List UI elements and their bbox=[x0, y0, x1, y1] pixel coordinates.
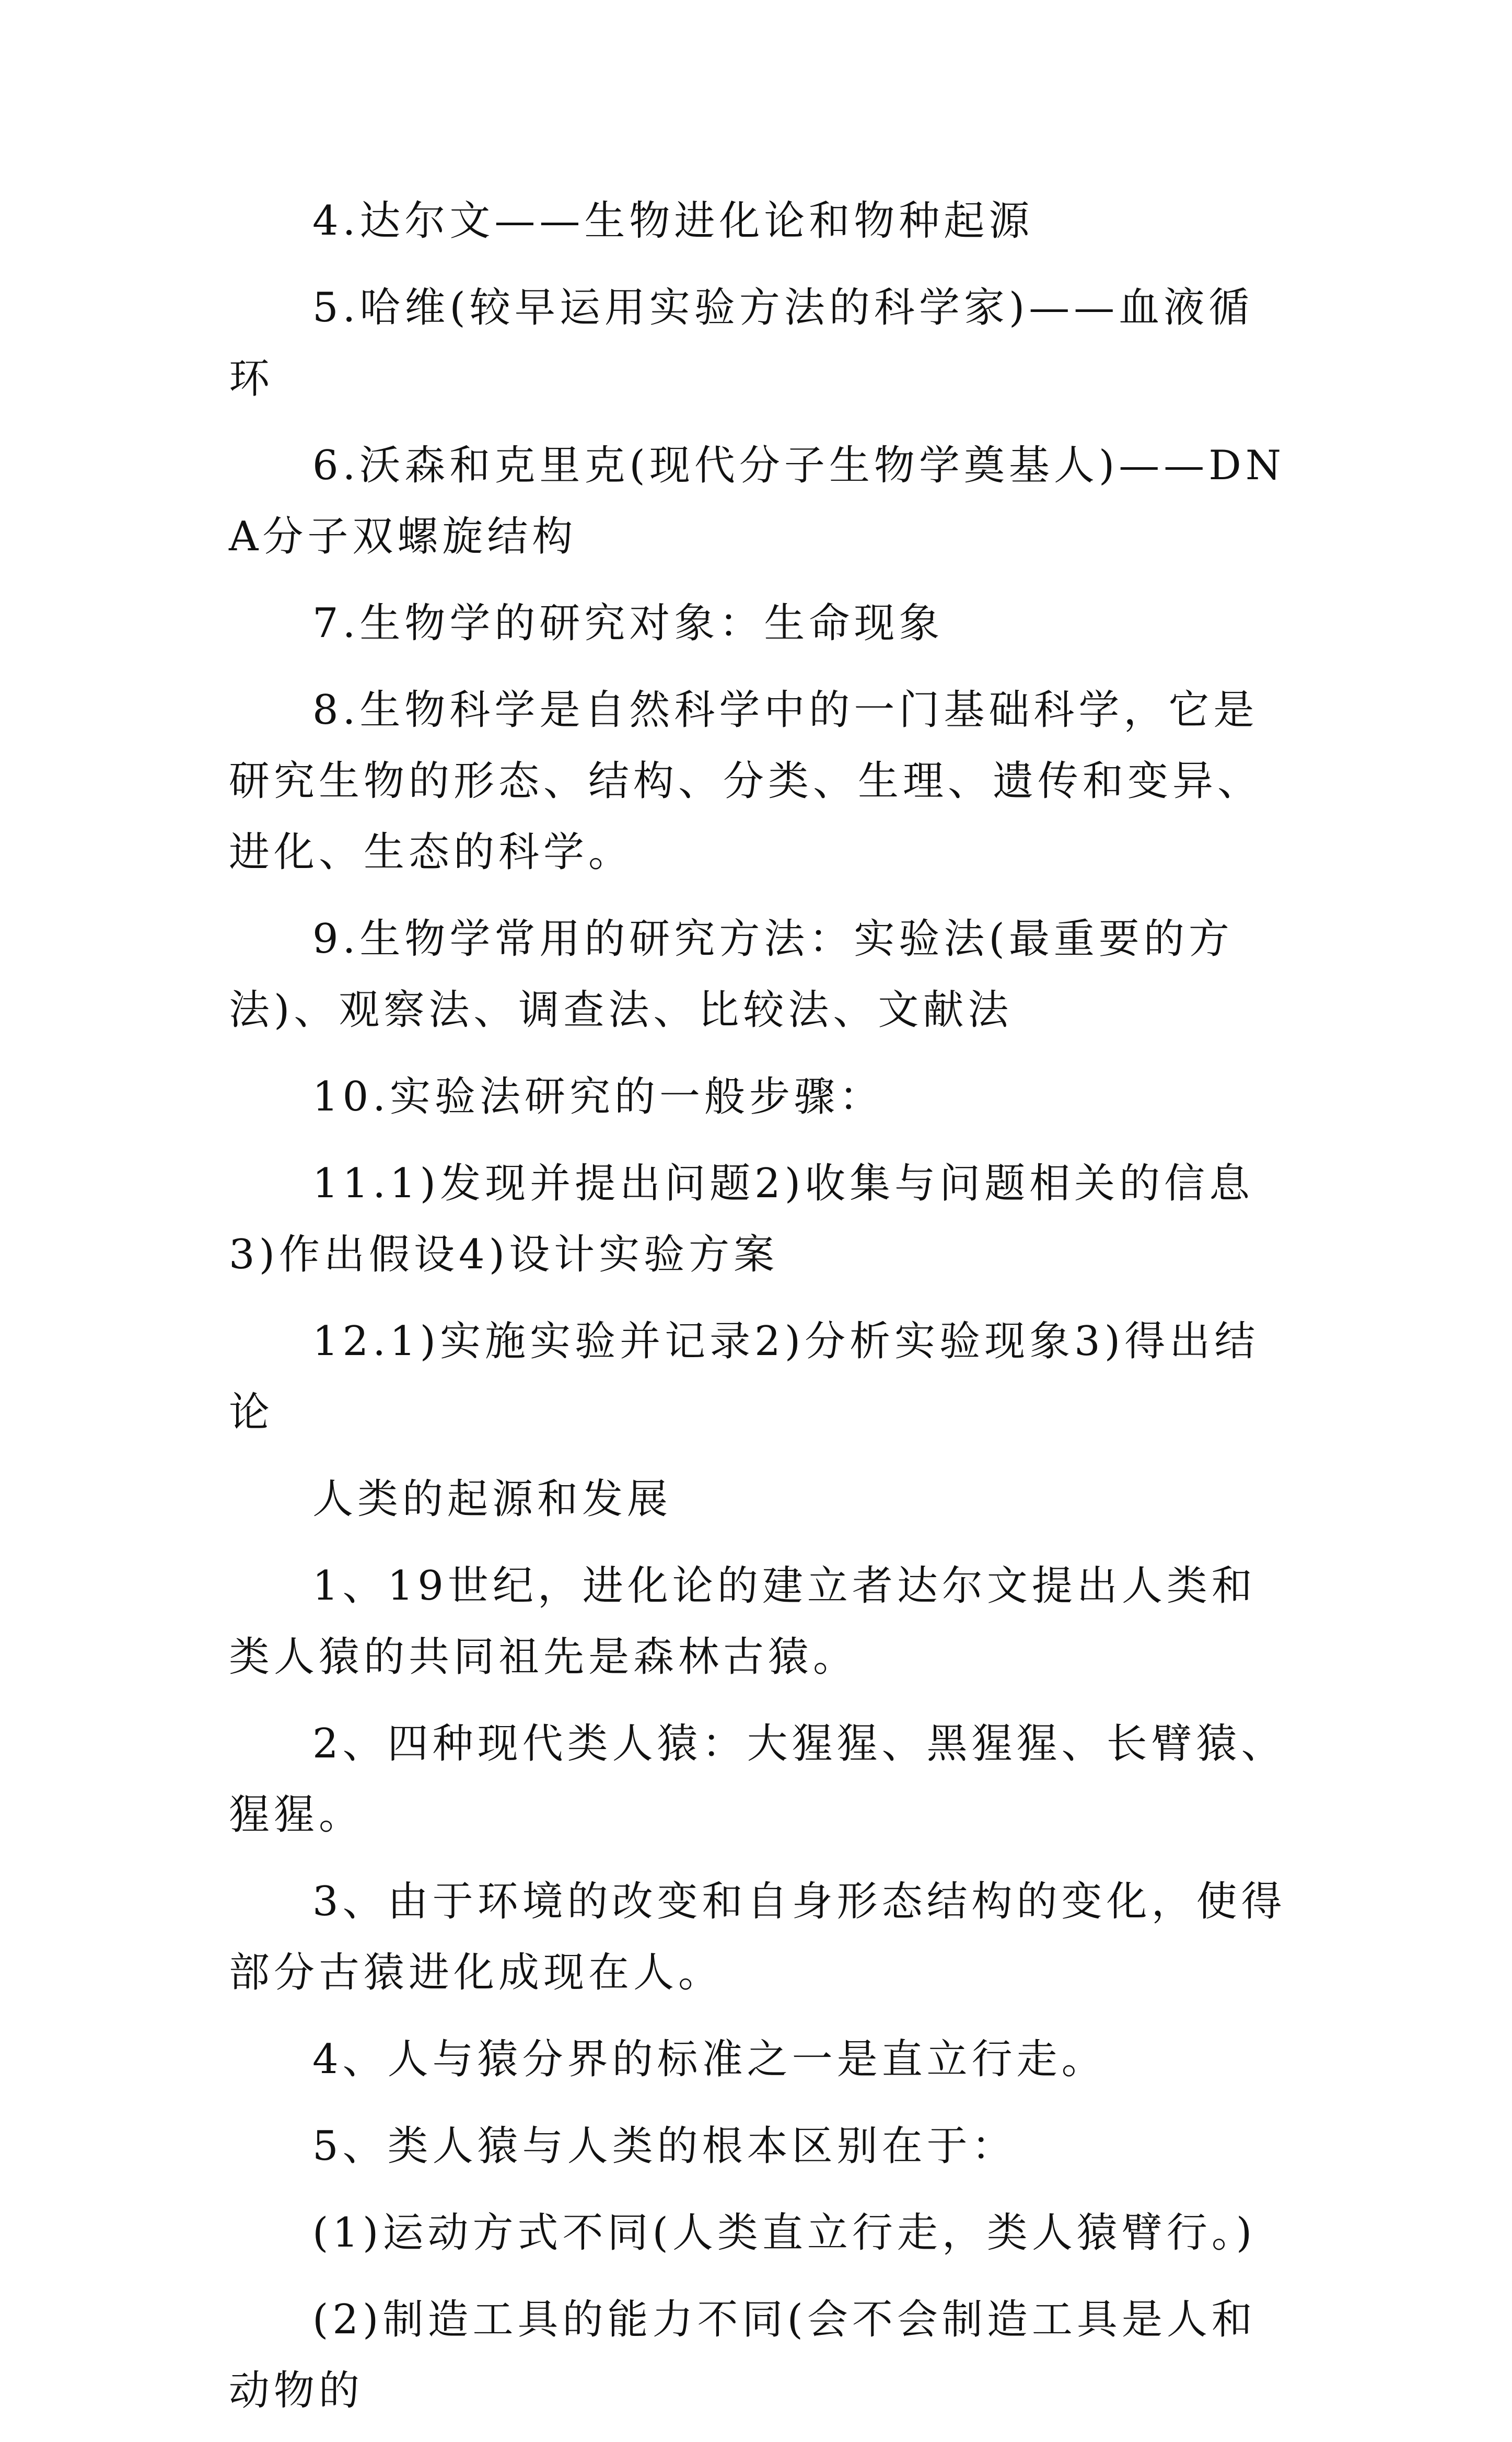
document-body bbox=[229, 186, 1295, 2442]
paragraph-experiment-steps-2: 12.1)实施实验并记录2)分析实验现象3)得出结论 bbox=[229, 1318, 1260, 1436]
section-heading-human-origin: 人类的起源和发展 bbox=[312, 1476, 672, 1523]
paragraph-origin-5-2: (2)制造工具的能力不同(会不会制造工具是人和动物的 bbox=[229, 2296, 1257, 2414]
paragraph-origin-3: 3、由于环境的改变和自身形态结构的变化，使得部分古猿进化成现在人。 bbox=[229, 1878, 1286, 1996]
paragraph-darwin: 4.达尔文——生物进化论和物种起源 bbox=[312, 198, 1034, 245]
paragraph-origin-1: 1、19世纪，进化论的建立者达尔文提出人类和类人猿的共同祖先是森林古猿。 bbox=[229, 1563, 1257, 1681]
paragraph-experiment-steps-title: 10.实验法研究的一般步骤： bbox=[312, 1073, 885, 1120]
paragraph-research-methods: 9.生物学常用的研究方法：实验法(最重要的方法)、观察法、调查法、比较法、文献法 bbox=[229, 916, 1234, 1034]
paragraph-origin-5: 5、类人猿与人类的根本区别在于： bbox=[312, 2123, 1017, 2170]
paragraph-watson-crick: 6.沃森和克里克(现代分子生物学奠基人)——DNA分子双螺旋结构 bbox=[229, 442, 1286, 560]
paragraph-origin-4: 4、人与猿分界的标准之一是直立行走。 bbox=[312, 2036, 1107, 2083]
paragraph-research-object: 7.生物学的研究对象：生命现象 bbox=[312, 600, 944, 647]
paragraph-origin-5-1: (1)运动方式不同(人类直立行走，类人猿臂行。) bbox=[312, 2209, 1257, 2256]
paragraph-harvey: 5.哈维(较早运用实验方法的科学家)——血液循环 bbox=[229, 284, 1254, 402]
paragraph-experiment-steps-1: 11.1)发现并提出问题2)收集与问题相关的信息3)作出假设4)设计实验方案 bbox=[229, 1160, 1254, 1278]
paragraph-biology-definition: 8.生物科学是自然科学中的一门基础科学，它是研究生物的形态、结构、分类、生理、遗传和变异、进化、生态的科学。 bbox=[229, 687, 1263, 876]
paragraph-origin-2: 2、四种现代类人猿：大猩猩、黑猩猩、长臂猿、猩猩。 bbox=[229, 1720, 1286, 1838]
